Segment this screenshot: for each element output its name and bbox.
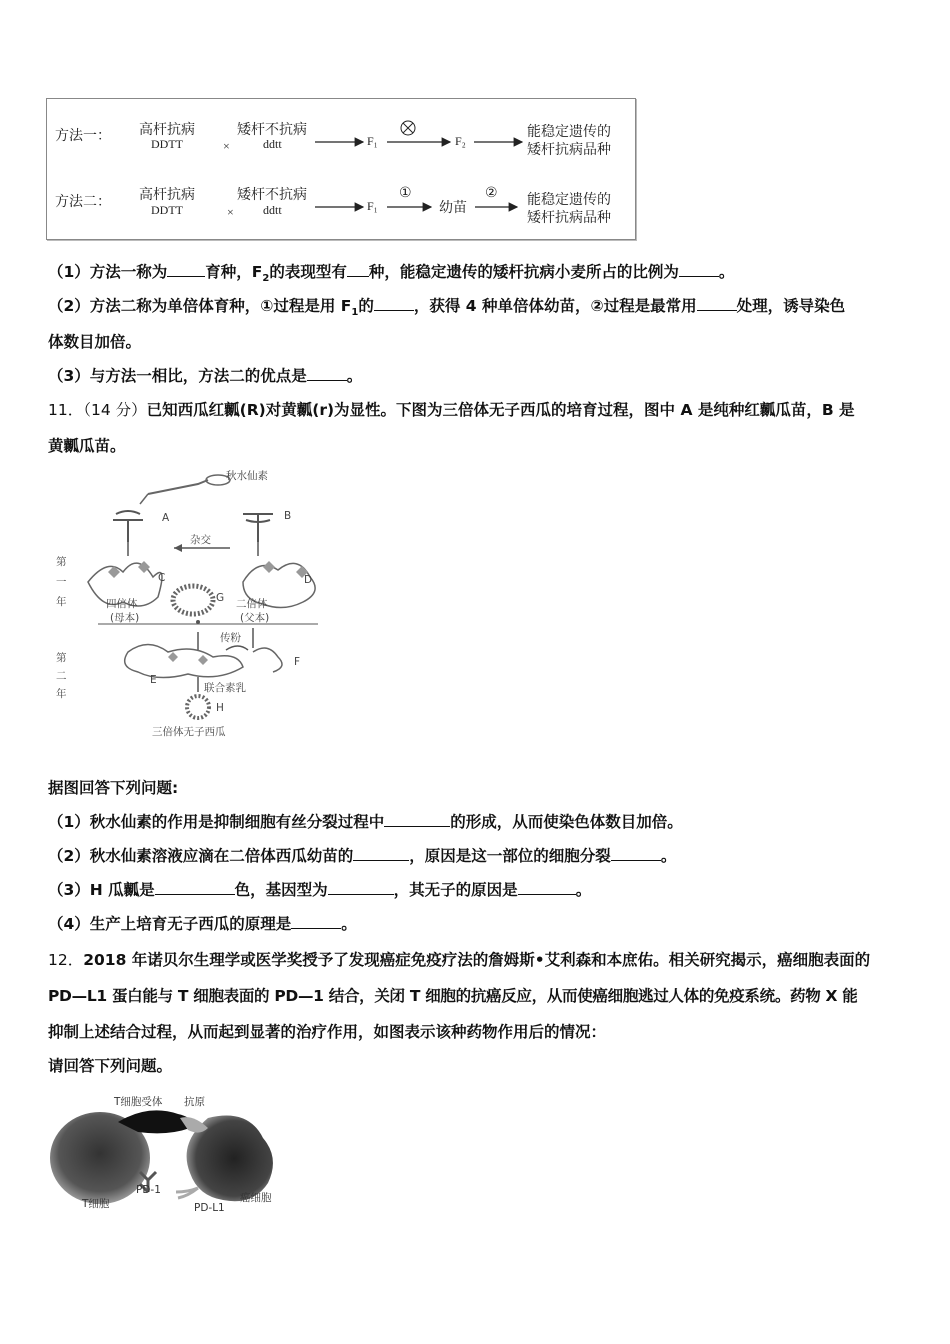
- answer-blank[interactable]: [347, 262, 369, 277]
- m2-result-line2: 矮杆抗病品种: [527, 210, 611, 226]
- question-number: 12．: [48, 951, 84, 969]
- m2-parent2-phenotype: 矮杆不抗病: [237, 187, 307, 203]
- fig-tetraploid: 四倍体: [106, 598, 138, 610]
- m2-step1: ①: [399, 185, 412, 201]
- fig-label-g: G: [216, 592, 225, 604]
- fig-auxin: 联合素乳: [204, 682, 246, 694]
- q12-ask: 请回答下列问题。: [48, 1057, 173, 1075]
- breeding-methods-figure: [46, 98, 636, 240]
- q11-part3: （3）H 瓜瓤是 色，基因型为 ，其无子的原因是 。: [48, 881, 592, 899]
- answer-blank[interactable]: [697, 296, 737, 311]
- fig-antigen: 抗原: [184, 1096, 205, 1108]
- watermelon-breeding-figure: 秋水仙素 A B 杂交 C D G 四倍体 (母本) 二倍体 (父本) 第 一 年 第 二 年 传粉 E F 联合素乳 H 三倍体无子西瓜: [48, 462, 338, 752]
- m1-f2: F₂: [455, 134, 466, 148]
- q12-stem-line3: 抑制上述结合过程，从而起到显著的治疗作用，如图表示该种药物作用后的情况：: [48, 1023, 607, 1041]
- m2-f1: F₁: [367, 199, 378, 213]
- m1-parent2-genotype: ddtt: [263, 137, 282, 151]
- q11-part2: （2）秋水仙素溶液应滴在二倍体西瓜幼苗的 ，原因是这一部位的细胞分裂 。: [48, 847, 677, 865]
- fig-year1: 第: [56, 556, 67, 568]
- q10-part1: （1）方法一称为 育种，$F_2$的表现型有 种，能稳定遗传的矮杆抗病小麦所占的比例为 。: [48, 263, 735, 285]
- watermelon-drawing: [48, 462, 338, 752]
- fig-pd1: PD-1: [136, 1184, 161, 1196]
- m1-f1: F₁: [367, 134, 378, 148]
- m1-result-line1: 能稳定遗传的: [527, 124, 611, 140]
- q11-stem: 11．（14 分）已知西瓜红瓤(R)对黄瓤(r)为显性。下图为三倍体无子西瓜的培育过程，图中 A 是纯种红瓤瓜苗，B 是: [48, 401, 855, 419]
- m2-step2: ②: [485, 185, 498, 201]
- method1-label: 方法一：: [55, 128, 111, 144]
- fig-hybrid-label: 杂交: [190, 534, 211, 546]
- fig-label-f: F: [294, 656, 301, 668]
- answer-blank[interactable]: [611, 846, 661, 861]
- fig-year2: 第: [56, 652, 67, 664]
- answer-blank[interactable]: [353, 846, 409, 861]
- fig-label-e: E: [150, 674, 157, 686]
- m2-cross-symbol: ×: [227, 205, 234, 219]
- m1-cross-symbol: ×: [223, 139, 230, 153]
- fig-t-cell: T细胞: [82, 1198, 110, 1210]
- answer-blank[interactable]: [374, 296, 414, 311]
- fig-colchicine-label: 秋水仙素: [226, 470, 268, 482]
- fig-label-a: A: [162, 512, 170, 524]
- fig-t-receptor: T细胞受体: [114, 1096, 163, 1108]
- answer-blank[interactable]: [518, 880, 576, 895]
- answer-blank[interactable]: [167, 262, 205, 277]
- m2-parent1-genotype: DDTT: [151, 203, 183, 217]
- pdl1-shape: [176, 1188, 198, 1198]
- fig-triploid: 三倍体无子西瓜: [152, 726, 226, 738]
- fig-label-b: B: [284, 510, 292, 522]
- m1-parent2-phenotype: 矮杆不抗病: [237, 122, 307, 138]
- answer-blank[interactable]: [307, 366, 347, 381]
- answer-blank[interactable]: [384, 812, 450, 827]
- fig-father: (父本): [240, 612, 270, 624]
- immune-cell-figure: [48, 1088, 288, 1218]
- q10-part3: （3）与方法一相比，方法二的优点是 。: [48, 367, 363, 385]
- fig-label-h: H: [216, 702, 224, 714]
- method2-label: 方法二：: [55, 194, 111, 210]
- q10-part2-cont: 体数目加倍。: [48, 333, 142, 351]
- answer-blank[interactable]: [155, 880, 235, 895]
- answer-blank[interactable]: [291, 914, 341, 929]
- m1-parent1-genotype: DDTT: [151, 137, 183, 151]
- fig-label-c: C: [158, 572, 166, 584]
- m1-parent1-phenotype: 高杆抗病: [139, 122, 195, 138]
- fig-cancer-cell: 癌细胞: [240, 1192, 272, 1204]
- q11-part4: （4）生产上培育无子西瓜的原理是 。: [48, 915, 357, 933]
- q11-intro: 据图回答下列问题:: [48, 779, 179, 797]
- m1-result-line2: 矮杆抗病品种: [527, 142, 611, 158]
- m2-seedling: 幼苗: [439, 200, 467, 216]
- answer-blank[interactable]: [679, 262, 719, 277]
- q10-part2: （2）方法二称为单倍体育种，①过程是用 $F_1$的 ，获得 4 种单倍体幼苗，②过程是最常用 处理，诱导染色: [48, 297, 846, 319]
- fig-mother: (母本): [110, 612, 140, 624]
- q11-stem-cont: 黄瓤瓜苗。: [48, 437, 126, 455]
- q11-part1: （1）秋水仙素的作用是抑制细胞有丝分裂过程中 的形成，从而使染色体数目加倍。: [48, 813, 683, 831]
- fig-pollination: 传粉: [220, 632, 241, 644]
- q12-stem: 12．2018 年诺贝尔生理学或医学奖授予了发现癌症免疫疗法的詹姆斯•艾利森和本庶佑。相关研究揭示，癌细胞表面的: [48, 951, 871, 969]
- fig-label-d: D: [304, 574, 313, 586]
- fig-diploid: 二倍体: [236, 598, 268, 610]
- fig-pdl1: PD-L1: [194, 1202, 225, 1214]
- answer-blank[interactable]: [328, 880, 394, 895]
- m2-parent1-phenotype: 高杆抗病: [139, 187, 195, 203]
- q12-stem-line2: PD—L1 蛋白能与 T 细胞表面的 PD—1 结合，关闭 T 细胞的抗癌反应，从而使癌细胞逃过人体的免疫系统。药物 X 能: [48, 987, 858, 1005]
- m2-parent2-genotype: ddtt: [263, 203, 282, 217]
- m2-result-line1: 能稳定遗传的: [527, 192, 611, 208]
- question-number: 11．: [48, 401, 84, 419]
